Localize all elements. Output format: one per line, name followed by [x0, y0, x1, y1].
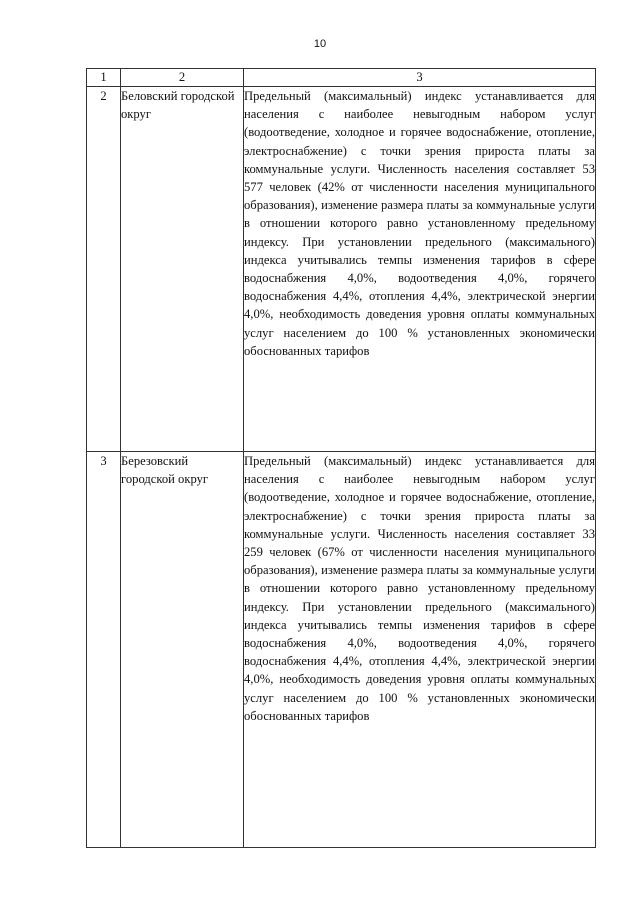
header-cell-1: 1 — [87, 69, 121, 87]
row-number: 3 — [87, 452, 121, 848]
tariff-index-table — [86, 68, 596, 848]
header-cell-3: 3 — [244, 69, 596, 87]
table-row — [87, 87, 596, 452]
row-number: 2 — [87, 87, 121, 452]
municipality-name: Беловский городской округ — [121, 87, 244, 452]
page-number: 10 — [313, 38, 327, 50]
index-description: Предельный (максимальный) индекс устанавливается для населения с наиболее невыгодным набором услуг (водоотведение, холодное и горячее водоснабжение, отопление, электроснабжение) с точки зрения прироста платы за коммунальные услуги. Численность населения составляет 33 259 человек (67% от численности населения муниципального образования), изменение размера платы за коммунальные услуги в отношении которого равно установленному предельному индексу. При установлении предельного (максимального) индекса учитывались темпы изменения тарифов в сфере водоснабжения 4,0%, водоотведения 4,0%, горячего водоснабжения 4,4%, отопления 4,4%, электрической энергии 4,0%, необходимость доведения уровня оплаты коммунальных услуг населением до 100 % установленных экономически обоснованных тарифов — [244, 452, 596, 848]
table-row — [87, 452, 596, 848]
index-description: Предельный (максимальный) индекс устанавливается для населения с наиболее невыгодным набором услуг (водоотведение, холодное и горячее водоснабжение, отопление, электроснабжение) с точки зрения прироста платы за коммунальные услуги. Численность населения составляет 53 577 человек (42% от численности населения муниципального образования), изменение размера платы за коммунальные услуги в отношении которого равно установленному предельному индексу. При установлении предельного (максимального) индекса учитывались темпы изменения тарифов в сфере водоснабжения 4,0%, водоотведения 4,0%, горячего водоснабжения 4,4%, отопления 4,4%, электрической энергии 4,0%, необходимость доведения уровня оплаты коммунальных услуг населением до 100 % установленных экономически обоснованных тарифов — [244, 87, 596, 452]
municipality-name: Березовский городской округ — [121, 452, 244, 848]
table-header-row — [87, 69, 596, 87]
header-cell-2: 2 — [121, 69, 244, 87]
